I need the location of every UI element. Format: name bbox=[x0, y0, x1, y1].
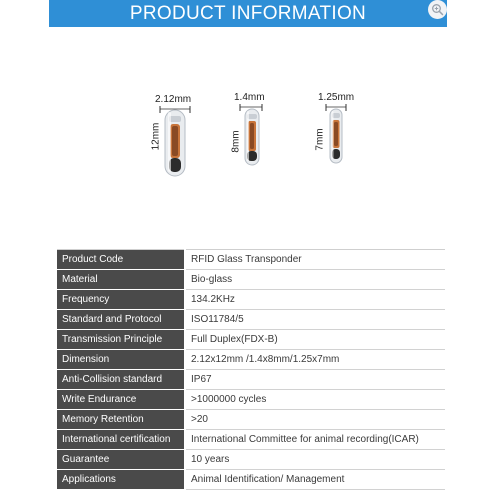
spec-value: 2.12x12mm /1.4x8mm/1.25x7mm bbox=[185, 350, 445, 370]
spec-key: Memory Retention bbox=[57, 410, 185, 430]
specimen-3-length-label: 7mm bbox=[314, 128, 326, 151]
spec-row bbox=[57, 470, 445, 490]
spec-row bbox=[57, 390, 445, 410]
banner-title: PRODUCT INFORMATION bbox=[129, 2, 367, 24]
spec-key: Transmission Principle bbox=[57, 330, 185, 350]
spec-row bbox=[57, 430, 445, 450]
specimen-3-glass-capsule bbox=[328, 107, 344, 165]
specimen-1-length-label: 12mm bbox=[150, 122, 162, 151]
spec-key: Guarantee bbox=[57, 450, 185, 470]
spec-value: 10 years bbox=[185, 450, 445, 470]
specimen-2-width-label: 1.4mm bbox=[234, 92, 265, 103]
spec-row bbox=[57, 450, 445, 470]
spec-key: Write Endurance bbox=[57, 390, 185, 410]
spec-value: RFID Glass Transponder bbox=[185, 250, 445, 270]
spec-value: >20 bbox=[185, 410, 445, 430]
spec-value: IP67 bbox=[185, 370, 445, 390]
specimen-2-glass-capsule bbox=[243, 107, 261, 167]
spec-key: International certification bbox=[57, 430, 185, 450]
specimen-1-glass-capsule bbox=[163, 108, 187, 178]
spec-row bbox=[57, 290, 445, 310]
spec-key: Dimension bbox=[57, 350, 185, 370]
spec-key: Product Code bbox=[57, 250, 185, 270]
spec-key: Standard and Protocol bbox=[57, 310, 185, 330]
spec-row bbox=[57, 310, 445, 330]
spec-key: Material bbox=[57, 270, 185, 290]
spec-row bbox=[57, 410, 445, 430]
spec-table-body bbox=[57, 250, 445, 490]
specimen-2-length-label: 8mm bbox=[230, 130, 242, 153]
specimen-3-width-label: 1.25mm bbox=[318, 92, 355, 103]
spec-value: Bio-glass bbox=[185, 270, 445, 290]
spec-row bbox=[57, 330, 445, 350]
spec-row bbox=[57, 350, 445, 370]
spec-key: Frequency bbox=[57, 290, 185, 310]
spec-key: Applications bbox=[57, 470, 185, 490]
spec-value: 134.2KHz bbox=[185, 290, 445, 310]
spec-value: ISO11784/5 bbox=[185, 310, 445, 330]
zoom-button[interactable] bbox=[428, 0, 447, 19]
spec-value: International Committee for animal recording(ICAR) bbox=[185, 430, 445, 450]
spec-row bbox=[57, 250, 445, 270]
spec-row bbox=[57, 370, 445, 390]
spec-key: Anti-Collision standard bbox=[57, 370, 185, 390]
page-banner bbox=[49, 0, 447, 27]
product-spec-table bbox=[57, 249, 445, 490]
spec-value: >1000000 cycles bbox=[185, 390, 445, 410]
spec-value: Full Duplex(FDX-B) bbox=[185, 330, 445, 350]
spec-row bbox=[57, 270, 445, 290]
spec-value: Animal Identification/ Management bbox=[185, 470, 445, 490]
specimen-1-width-label: 2.12mm bbox=[155, 94, 192, 105]
zoom-in-icon bbox=[431, 3, 444, 16]
